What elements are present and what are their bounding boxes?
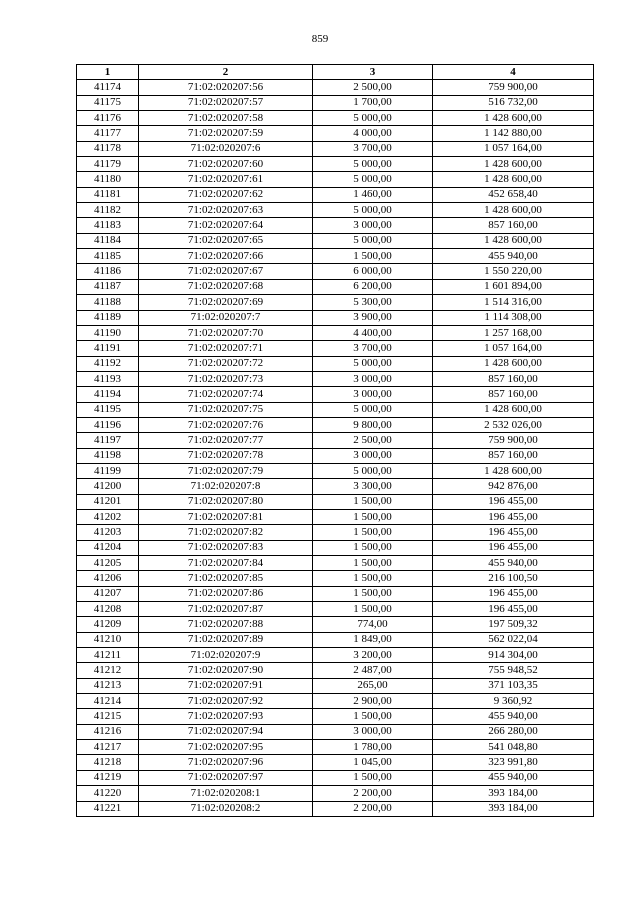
value-cell: 197 509,32 xyxy=(433,617,594,632)
value-cell: 1 514 316,00 xyxy=(433,295,594,310)
value-cell: 759 900,00 xyxy=(433,80,594,95)
cadastral-number-cell: 71:02:020207:91 xyxy=(139,678,313,693)
value-cell: 455 940,00 xyxy=(433,249,594,264)
table-row xyxy=(77,310,594,325)
row-number-cell: 41187 xyxy=(77,279,139,294)
cadastral-number-cell: 71:02:020207:83 xyxy=(139,540,313,555)
value-cell: 455 940,00 xyxy=(433,770,594,785)
area-cell: 265,00 xyxy=(313,678,433,693)
row-number-cell: 41217 xyxy=(77,740,139,755)
area-cell: 1 500,00 xyxy=(313,509,433,524)
area-cell: 9 800,00 xyxy=(313,417,433,432)
row-number-cell: 41212 xyxy=(77,663,139,678)
cadastral-number-cell: 71:02:020207:74 xyxy=(139,387,313,402)
table-row xyxy=(77,786,594,801)
cadastral-number-cell: 71:02:020207:96 xyxy=(139,755,313,770)
table-row xyxy=(77,433,594,448)
area-cell: 2 500,00 xyxy=(313,80,433,95)
value-cell: 1 428 600,00 xyxy=(433,356,594,371)
area-cell: 3 000,00 xyxy=(313,724,433,739)
value-cell: 216 100,50 xyxy=(433,571,594,586)
row-number-cell: 41205 xyxy=(77,556,139,571)
row-number-cell: 41204 xyxy=(77,540,139,555)
value-cell: 1 428 600,00 xyxy=(433,203,594,218)
value-cell: 759 900,00 xyxy=(433,433,594,448)
row-number-cell: 41208 xyxy=(77,602,139,617)
cadastral-number-cell: 71:02:020207:7 xyxy=(139,310,313,325)
cadastral-number-cell: 71:02:020207:60 xyxy=(139,157,313,172)
row-number-cell: 41176 xyxy=(77,111,139,126)
cadastral-number-cell: 71:02:020207:86 xyxy=(139,586,313,601)
row-number-cell: 41188 xyxy=(77,295,139,310)
row-number-cell: 41192 xyxy=(77,356,139,371)
table-row xyxy=(77,218,594,233)
table-row xyxy=(77,678,594,693)
cadastral-number-cell: 71:02:020207:87 xyxy=(139,602,313,617)
table-row xyxy=(77,509,594,524)
area-cell: 1 700,00 xyxy=(313,95,433,110)
row-number-cell: 41180 xyxy=(77,172,139,187)
value-cell: 9 360,92 xyxy=(433,694,594,709)
row-number-cell: 41178 xyxy=(77,141,139,156)
table-row xyxy=(77,279,594,294)
row-number-cell: 41213 xyxy=(77,678,139,693)
row-number-cell: 41211 xyxy=(77,648,139,663)
row-number-cell: 41195 xyxy=(77,402,139,417)
cadastral-number-cell: 71:02:020207:73 xyxy=(139,371,313,386)
area-cell: 1 780,00 xyxy=(313,740,433,755)
row-number-cell: 41183 xyxy=(77,218,139,233)
cadastral-number-cell: 71:02:020207:90 xyxy=(139,663,313,678)
value-cell: 516 732,00 xyxy=(433,95,594,110)
value-cell: 196 455,00 xyxy=(433,540,594,555)
area-cell: 1 500,00 xyxy=(313,571,433,586)
cadastral-number-cell: 71:02:020207:78 xyxy=(139,448,313,463)
row-number-cell: 41200 xyxy=(77,479,139,494)
cadastral-number-cell: 71:02:020207:68 xyxy=(139,279,313,294)
table-row xyxy=(77,617,594,632)
table-row xyxy=(77,755,594,770)
area-cell: 6 000,00 xyxy=(313,264,433,279)
cadastral-number-cell: 71:02:020207:79 xyxy=(139,463,313,478)
value-cell: 1 428 600,00 xyxy=(433,233,594,248)
cadastral-number-cell: 71:02:020207:93 xyxy=(139,709,313,724)
area-cell: 3 000,00 xyxy=(313,218,433,233)
area-cell: 5 000,00 xyxy=(313,203,433,218)
area-cell: 5 000,00 xyxy=(313,233,433,248)
row-number-cell: 41214 xyxy=(77,694,139,709)
area-cell: 2 487,00 xyxy=(313,663,433,678)
table-row xyxy=(77,448,594,463)
cadastral-number-cell: 71:02:020207:81 xyxy=(139,509,313,524)
table-row xyxy=(77,371,594,386)
area-cell: 1 500,00 xyxy=(313,586,433,601)
area-cell: 1 849,00 xyxy=(313,632,433,647)
row-number-cell: 41201 xyxy=(77,494,139,509)
area-cell: 1 500,00 xyxy=(313,525,433,540)
row-number-cell: 41206 xyxy=(77,571,139,586)
row-number-cell: 41189 xyxy=(77,310,139,325)
value-cell: 1 257 168,00 xyxy=(433,325,594,340)
row-number-cell: 41198 xyxy=(77,448,139,463)
row-number-cell: 41193 xyxy=(77,371,139,386)
cadastral-number-cell: 71:02:020207:97 xyxy=(139,770,313,785)
area-cell: 4 000,00 xyxy=(313,126,433,141)
value-cell: 857 160,00 xyxy=(433,387,594,402)
area-cell: 6 200,00 xyxy=(313,279,433,294)
cadastral-number-cell: 71:02:020207:84 xyxy=(139,556,313,571)
area-cell: 3 000,00 xyxy=(313,371,433,386)
row-number-cell: 41203 xyxy=(77,525,139,540)
value-cell: 455 940,00 xyxy=(433,556,594,571)
cadastral-number-cell: 71:02:020207:61 xyxy=(139,172,313,187)
table-row xyxy=(77,740,594,755)
row-number-cell: 41197 xyxy=(77,433,139,448)
column-header-3: 3 xyxy=(313,65,433,80)
value-cell: 857 160,00 xyxy=(433,218,594,233)
table-row xyxy=(77,694,594,709)
cadastral-number-cell: 71:02:020207:89 xyxy=(139,632,313,647)
value-cell: 196 455,00 xyxy=(433,602,594,617)
area-cell: 1 500,00 xyxy=(313,709,433,724)
value-cell: 371 103,35 xyxy=(433,678,594,693)
row-number-cell: 41210 xyxy=(77,632,139,647)
area-cell: 1 460,00 xyxy=(313,187,433,202)
table-row xyxy=(77,402,594,417)
value-cell: 1 142 880,00 xyxy=(433,126,594,141)
value-cell: 196 455,00 xyxy=(433,586,594,601)
table-row xyxy=(77,249,594,264)
table-row xyxy=(77,571,594,586)
value-cell: 1 428 600,00 xyxy=(433,157,594,172)
page-number: 859 xyxy=(311,33,329,45)
value-cell: 323 991,80 xyxy=(433,755,594,770)
value-cell: 1 428 600,00 xyxy=(433,463,594,478)
cadastral-number-cell: 71:02:020207:62 xyxy=(139,187,313,202)
row-number-cell: 41181 xyxy=(77,187,139,202)
value-cell: 1 428 600,00 xyxy=(433,111,594,126)
value-cell: 1 601 894,00 xyxy=(433,279,594,294)
table-row xyxy=(77,525,594,540)
area-cell: 5 000,00 xyxy=(313,111,433,126)
row-number-cell: 41209 xyxy=(77,617,139,632)
cadastral-number-cell: 71:02:020207:63 xyxy=(139,203,313,218)
row-number-cell: 41191 xyxy=(77,341,139,356)
area-cell: 3 000,00 xyxy=(313,448,433,463)
table-row xyxy=(77,540,594,555)
value-cell: 562 022,04 xyxy=(433,632,594,647)
row-number-cell: 41184 xyxy=(77,233,139,248)
area-cell: 2 200,00 xyxy=(313,801,433,816)
cadastral-number-cell: 71:02:020207:57 xyxy=(139,95,313,110)
table-row xyxy=(77,602,594,617)
cadastral-number-cell: 71:02:020207:71 xyxy=(139,341,313,356)
table-row xyxy=(77,80,594,95)
area-cell: 3 700,00 xyxy=(313,141,433,156)
table-row xyxy=(77,494,594,509)
cadastral-number-cell: 71:02:020207:67 xyxy=(139,264,313,279)
table-body xyxy=(77,80,594,817)
table-row xyxy=(77,341,594,356)
area-cell: 1 500,00 xyxy=(313,602,433,617)
cadastral-number-cell: 71:02:020207:8 xyxy=(139,479,313,494)
row-number-cell: 41199 xyxy=(77,463,139,478)
area-cell: 5 000,00 xyxy=(313,157,433,172)
row-number-cell: 41175 xyxy=(77,95,139,110)
area-cell: 774,00 xyxy=(313,617,433,632)
value-cell: 1 114 308,00 xyxy=(433,310,594,325)
value-cell: 1 550 220,00 xyxy=(433,264,594,279)
table-row xyxy=(77,648,594,663)
value-cell: 393 184,00 xyxy=(433,801,594,816)
row-number-cell: 41174 xyxy=(77,80,139,95)
cadastral-number-cell: 71:02:020207:58 xyxy=(139,111,313,126)
table-row xyxy=(77,417,594,432)
row-number-cell: 41182 xyxy=(77,203,139,218)
data-table xyxy=(76,64,594,817)
row-number-cell: 41185 xyxy=(77,249,139,264)
area-cell: 3 900,00 xyxy=(313,310,433,325)
area-cell: 1 045,00 xyxy=(313,755,433,770)
row-number-cell: 41190 xyxy=(77,325,139,340)
area-cell: 1 500,00 xyxy=(313,556,433,571)
area-cell: 3 200,00 xyxy=(313,648,433,663)
table-row xyxy=(77,556,594,571)
cadastral-number-cell: 71:02:020207:66 xyxy=(139,249,313,264)
value-cell: 266 280,00 xyxy=(433,724,594,739)
cadastral-number-cell: 71:02:020207:75 xyxy=(139,402,313,417)
value-cell: 196 455,00 xyxy=(433,494,594,509)
row-number-cell: 41221 xyxy=(77,801,139,816)
cadastral-number-cell: 71:02:020207:76 xyxy=(139,417,313,432)
cadastral-number-cell: 71:02:020208:1 xyxy=(139,786,313,801)
value-cell: 2 532 026,00 xyxy=(433,417,594,432)
area-cell: 5 000,00 xyxy=(313,402,433,417)
area-cell: 3 000,00 xyxy=(313,387,433,402)
table-row xyxy=(77,95,594,110)
table-row xyxy=(77,325,594,340)
cadastral-number-cell: 71:02:020207:9 xyxy=(139,648,313,663)
cadastral-number-cell: 71:02:020207:65 xyxy=(139,233,313,248)
area-cell: 5 300,00 xyxy=(313,295,433,310)
table-row xyxy=(77,356,594,371)
value-cell: 455 940,00 xyxy=(433,709,594,724)
area-cell: 1 500,00 xyxy=(313,540,433,555)
value-cell: 196 455,00 xyxy=(433,525,594,540)
area-cell: 1 500,00 xyxy=(313,249,433,264)
column-header-4: 4 xyxy=(433,65,594,80)
table-row xyxy=(77,463,594,478)
table-row xyxy=(77,295,594,310)
row-number-cell: 41219 xyxy=(77,770,139,785)
table-row xyxy=(77,770,594,785)
area-cell: 1 500,00 xyxy=(313,770,433,785)
cadastral-number-cell: 71:02:020207:72 xyxy=(139,356,313,371)
table-row xyxy=(77,126,594,141)
area-cell: 3 700,00 xyxy=(313,341,433,356)
row-number-cell: 41215 xyxy=(77,709,139,724)
cadastral-number-cell: 71:02:020208:2 xyxy=(139,801,313,816)
column-header-2: 2 xyxy=(139,65,313,80)
row-number-cell: 41194 xyxy=(77,387,139,402)
area-cell: 5 000,00 xyxy=(313,172,433,187)
cadastral-number-cell: 71:02:020207:95 xyxy=(139,740,313,755)
cadastral-number-cell: 71:02:020207:77 xyxy=(139,433,313,448)
cadastral-number-cell: 71:02:020207:56 xyxy=(139,80,313,95)
table-row xyxy=(77,233,594,248)
row-number-cell: 41220 xyxy=(77,786,139,801)
value-cell: 1 428 600,00 xyxy=(433,172,594,187)
table-row xyxy=(77,632,594,647)
value-cell: 914 304,00 xyxy=(433,648,594,663)
row-number-cell: 41177 xyxy=(77,126,139,141)
area-cell: 5 000,00 xyxy=(313,356,433,371)
table-row xyxy=(77,663,594,678)
value-cell: 755 948,52 xyxy=(433,663,594,678)
cadastral-number-cell: 71:02:020207:88 xyxy=(139,617,313,632)
value-cell: 1 428 600,00 xyxy=(433,402,594,417)
row-number-cell: 41179 xyxy=(77,157,139,172)
table-row xyxy=(77,111,594,126)
row-number-cell: 41218 xyxy=(77,755,139,770)
cadastral-number-cell: 71:02:020207:80 xyxy=(139,494,313,509)
value-cell: 1 057 164,00 xyxy=(433,141,594,156)
table-row xyxy=(77,801,594,816)
cadastral-number-cell: 71:02:020207:64 xyxy=(139,218,313,233)
cadastral-number-cell: 71:02:020207:69 xyxy=(139,295,313,310)
table-row xyxy=(77,187,594,202)
table-row xyxy=(77,157,594,172)
table-row xyxy=(77,264,594,279)
value-cell: 942 876,00 xyxy=(433,479,594,494)
area-cell: 2 500,00 xyxy=(313,433,433,448)
row-number-cell: 41216 xyxy=(77,724,139,739)
area-cell: 4 400,00 xyxy=(313,325,433,340)
table-row xyxy=(77,479,594,494)
cadastral-number-cell: 71:02:020207:94 xyxy=(139,724,313,739)
value-cell: 857 160,00 xyxy=(433,448,594,463)
area-cell: 2 200,00 xyxy=(313,786,433,801)
row-number-cell: 41196 xyxy=(77,417,139,432)
cadastral-number-cell: 71:02:020207:6 xyxy=(139,141,313,156)
row-number-cell: 41202 xyxy=(77,509,139,524)
area-cell: 1 500,00 xyxy=(313,494,433,509)
table-row xyxy=(77,141,594,156)
value-cell: 857 160,00 xyxy=(433,371,594,386)
table-row xyxy=(77,172,594,187)
value-cell: 1 057 164,00 xyxy=(433,341,594,356)
table-row xyxy=(77,724,594,739)
table-row xyxy=(77,586,594,601)
cadastral-number-cell: 71:02:020207:92 xyxy=(139,694,313,709)
column-header-1: 1 xyxy=(77,65,139,80)
area-cell: 3 300,00 xyxy=(313,479,433,494)
header-row xyxy=(77,65,594,80)
table-row xyxy=(77,709,594,724)
cadastral-number-cell: 71:02:020207:70 xyxy=(139,325,313,340)
cadastral-number-cell: 71:02:020207:59 xyxy=(139,126,313,141)
row-number-cell: 41207 xyxy=(77,586,139,601)
cadastral-number-cell: 71:02:020207:85 xyxy=(139,571,313,586)
row-number-cell: 41186 xyxy=(77,264,139,279)
table-row xyxy=(77,387,594,402)
value-cell: 452 658,40 xyxy=(433,187,594,202)
area-cell: 5 000,00 xyxy=(313,463,433,478)
area-cell: 2 900,00 xyxy=(313,694,433,709)
value-cell: 541 048,80 xyxy=(433,740,594,755)
value-cell: 196 455,00 xyxy=(433,509,594,524)
cadastral-number-cell: 71:02:020207:82 xyxy=(139,525,313,540)
table-row xyxy=(77,203,594,218)
value-cell: 393 184,00 xyxy=(433,786,594,801)
